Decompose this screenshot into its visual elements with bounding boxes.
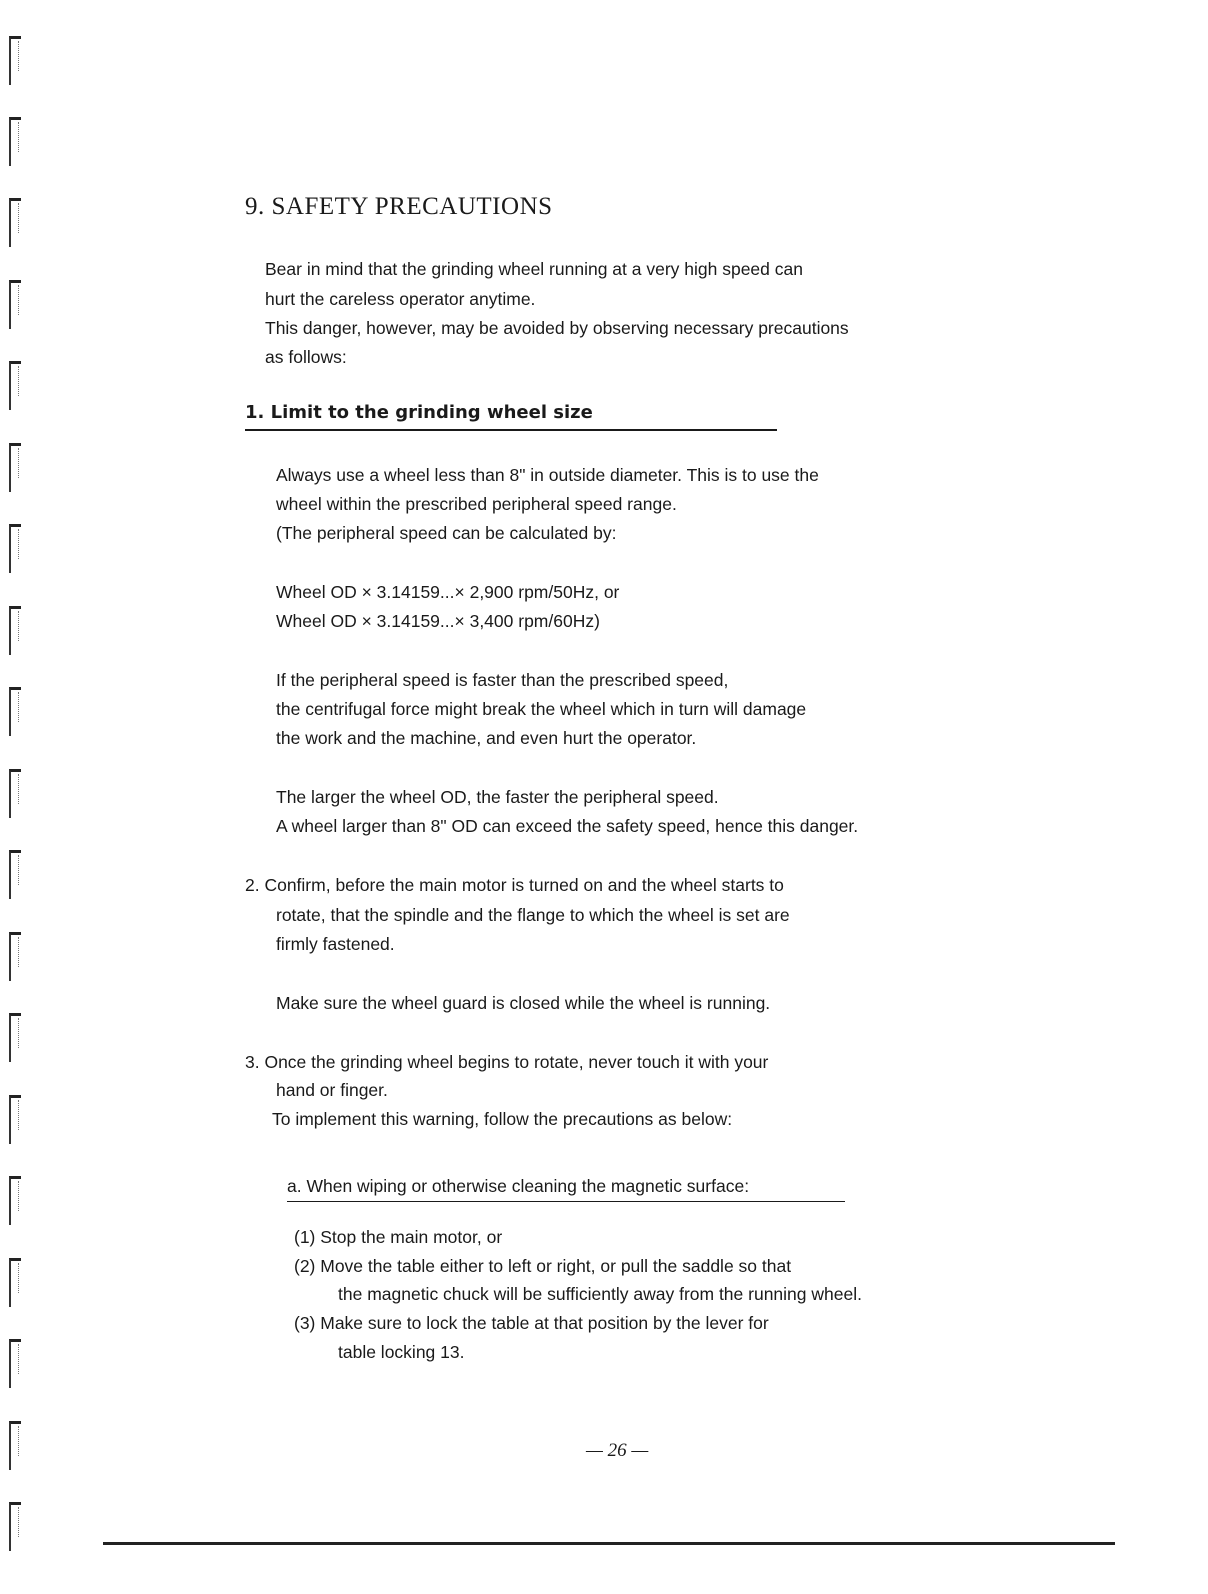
intro-line: This danger, however, may be avoided by observing necessary precautions <box>265 318 849 338</box>
item3-line: 3. Once the grinding wheel begins to rotate, never touch it with your <box>245 1052 769 1072</box>
binder-mark <box>9 1176 21 1225</box>
item1-line: the centrifugal force might break the wheel which in turn will damage <box>276 699 807 719</box>
binder-mark <box>9 1502 21 1551</box>
binder-hole-strip <box>0 0 34 1594</box>
binder-mark <box>9 932 21 981</box>
step-line: (2) Move the table either to left or right, or pull the saddle so that <box>294 1256 792 1276</box>
item3-line: To implement this warning, follow the precautions as below: <box>272 1109 733 1129</box>
item2-line: rotate, that the spindle and the flange to which the wheel is set are <box>276 905 790 925</box>
binder-mark <box>9 36 21 85</box>
binder-mark <box>9 1258 21 1307</box>
intro-line: as follows: <box>265 347 347 367</box>
step-line: (3) Make sure to lock the table at that position by the lever for <box>294 1313 769 1333</box>
item1-line: If the peripheral speed is faster than the prescribed speed, <box>276 670 729 690</box>
binder-mark <box>9 1095 21 1144</box>
binder-mark <box>9 769 21 818</box>
binder-mark <box>9 117 21 166</box>
page-number: — 26 — <box>586 1440 649 1461</box>
binder-mark <box>9 280 21 329</box>
item1-line: The larger the wheel OD, the faster the peripheral speed. <box>276 787 719 807</box>
binder-mark <box>9 198 21 247</box>
section-title: 9. SAFETY PRECAUTIONS <box>245 193 553 220</box>
step-line: the magnetic chuck will be sufficiently away from the running wheel. <box>338 1284 862 1304</box>
bottom-rule <box>103 1542 1115 1545</box>
binder-mark <box>9 1339 21 1388</box>
item2-line: 2. Confirm, before the main motor is turned on and the wheel starts to <box>245 875 784 895</box>
item1-heading: 1. Limit to the grinding wheel size <box>245 401 777 431</box>
binder-mark <box>9 1013 21 1062</box>
binder-mark <box>9 606 21 655</box>
binder-mark <box>9 687 21 736</box>
intro-line: hurt the careless operator anytime. <box>265 289 536 309</box>
step-line: (1) Stop the main motor, or <box>294 1227 503 1247</box>
binder-mark <box>9 850 21 899</box>
item1-line: Always use a wheel less than 8" in outside diameter. This is to use the <box>276 465 819 485</box>
formula-line: Wheel OD × 3.14159...× 2,900 rpm/50Hz, or <box>276 582 620 602</box>
intro-line: Bear in mind that the grinding wheel running at a very high speed can <box>265 259 803 279</box>
formula-line: Wheel OD × 3.14159...× 3,400 rpm/60Hz) <box>276 611 600 631</box>
binder-mark <box>9 361 21 410</box>
item1-line: the work and the machine, and even hurt the operator. <box>276 728 697 748</box>
item2-line: Make sure the wheel guard is closed while the wheel is running. <box>276 993 771 1013</box>
item1-line: (The peripheral speed can be calculated by: <box>276 523 617 543</box>
item2-line: firmly fastened. <box>276 934 395 954</box>
binder-mark <box>9 1421 21 1470</box>
step-line: table locking 13. <box>338 1342 465 1362</box>
binder-mark <box>9 524 21 573</box>
item3-line: hand or finger. <box>276 1080 388 1100</box>
item1-line: A wheel larger than 8" OD can exceed the safety speed, hence this danger. <box>276 816 859 836</box>
binder-mark <box>9 443 21 492</box>
item1-line: wheel within the prescribed peripheral speed range. <box>276 494 677 514</box>
item3-sub-a-heading: a. When wiping or otherwise cleaning the magnetic surface: <box>287 1175 845 1202</box>
